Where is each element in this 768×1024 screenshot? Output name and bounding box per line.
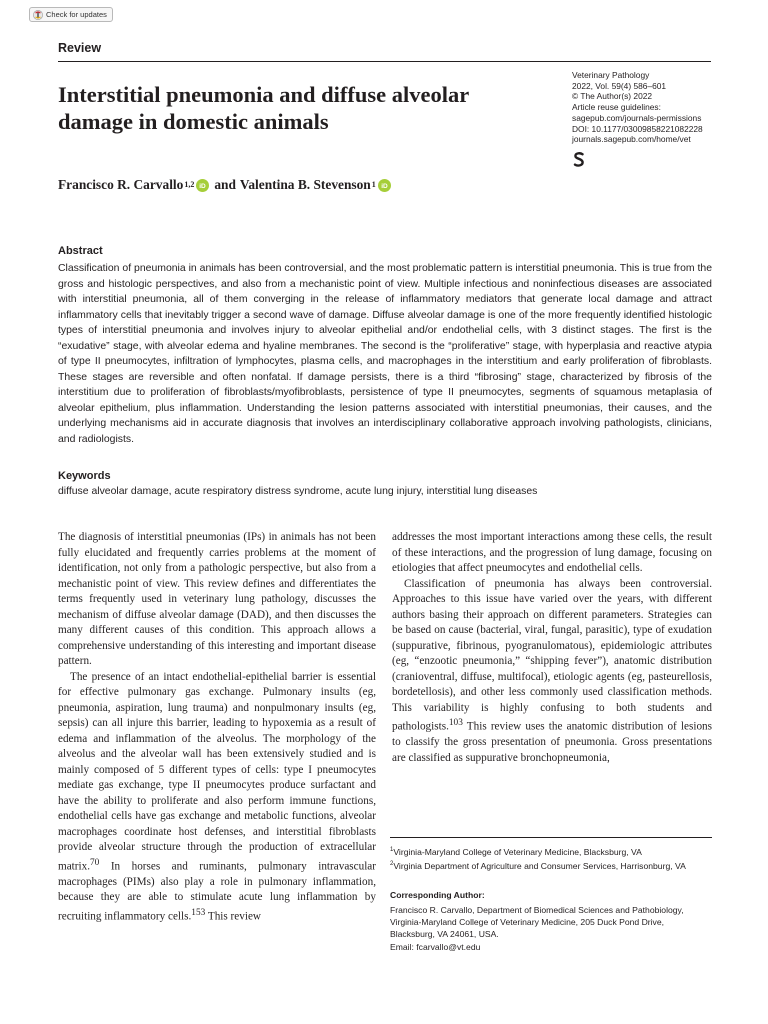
article-type: Review (58, 41, 102, 55)
author-name: Francisco R. Carvallo (58, 177, 184, 192)
author-name: Valentina B. Stevenson (239, 177, 371, 192)
affiliation-item: $^2$Virginia Department of Agriculture and Consumer Services, Harrisonburg, VA (390, 860, 686, 871)
journal-homepage-link[interactable]: journals.sagepub.com/home/vet (572, 134, 691, 145)
footnote-divider (390, 837, 712, 838)
svg-text:iD: iD (199, 182, 207, 190)
citation-ref[interactable]: 153 (191, 907, 206, 918)
author-affiliation-marker: 1 (371, 179, 376, 189)
body-paragraph: addresses the most important interactions among these cells, the result of these interactions, and the progression of lung damage, focusing on etiologies that affect pneumocytes and endothelial cells. (392, 531, 712, 574)
corresponding-line: Francisco R. Carvallo, Department of Biomedical Sciences and Pathobiology, (390, 905, 684, 915)
publication-info (572, 70, 722, 145)
keywords-text: diffuse alveolar damage, acute respiratory distress syndrome, acute lung injury, interstitial lung diseases (58, 486, 538, 497)
corresponding-author-heading: Corresponding Author: (390, 890, 485, 900)
body-paragraph: Classification of pneumonia has always been controversial. Approaches to this issue have varied over the years, with different authors basing their approach on different parameters. Strategies can be based on cause (bacterial, viral, fungal, parasitic), type of exudation (suppurative, fibrinous, pyogranulomatous), epidemiologic attributes (eg, “enzootic pneumonia,” “shipping fever”), anatomic distribution (cranioventral, diffuse, multifocal), etiologic agents (eg, pasteurellosis, bordetellosis), and other less commonly used classification methods. This variability is highly confusing to both students and pathologists.$^{103}$ This review uses the anatomic distribution of lesions to classify the gross presentation of pneumonia. Gross presentations are classified as suppurative bronchopneumonia, (392, 577, 712, 764)
permissions-link[interactable]: sagepub.com/journals-permissions (572, 112, 702, 123)
keywords-heading: Keywords (58, 470, 111, 482)
body-column-left (58, 530, 376, 925)
body-column-right (392, 530, 712, 766)
volume-pages: 2022, Vol. 59(4) 586–601 (572, 80, 667, 91)
article-title: Interstitial pneumonia and diffuse alveolar damage in domestic animals (58, 82, 469, 134)
author-list (58, 177, 396, 193)
citation-ref[interactable]: 103 (448, 718, 463, 728)
orcid-icon[interactable] (378, 179, 391, 192)
affiliations (390, 844, 712, 872)
author-affiliation-marker: 1,2 (184, 179, 195, 189)
check-for-updates-badge[interactable] (29, 7, 113, 22)
svg-text:iD: iD (381, 182, 388, 190)
corresponding-author (390, 904, 712, 953)
journal-name: Veterinary Pathology (572, 70, 650, 80)
affiliation-item: $^1$Virginia-Maryland College of Veterinary Medicine, Blacksburg, VA (390, 846, 642, 857)
doi[interactable]: DOI: 10.1177/03009858221082228 (572, 123, 703, 134)
body-paragraph: The presence of an intact endothelial-epithelial barrier is essential for effective pulmonary gas exchange. Pulmonary insults (eg, pneumonia, aspiration, lung trauma) and nonpulmonary insults (eg, sepsis) can all injure this barrier, leading to hypoxemia as a result of edema and inflammation of the alveolus. The morphology of the alveolus and the alveolar wall has been extensively studied and is mainly composed of 5 different types of cells: type I pneumocytes mediate gas exchange, type II pneumocytes produce surfactant and have the ability to proliferate and also perform immune functions, endothelial cells have gas exchange and metabolic functions, alveolar macrophages coordinate host defenses, and interstitial fibroblasts provide alveolar structure through the production of extracellular matrix.$^{70}$ In horses and ruminants, pulmonary intravascular macrophages (PIMs) also play a role in pulmonary inflammation, because they are able to stimulate acute lung inflammation by recruiting inflammatory cells.$^{153}$ This review (58, 670, 376, 923)
copyright: © The Author(s) 2022 (572, 91, 653, 102)
abstract-text: Classification of pneumonia in animals has been controversial, and the most problematic pattern is interstitial pneumonia. This is true from the gross and histologic perspectives, and also from a mechanistic point of view. Multiple infectious and noninfectious diseases are associated with interstitial pneumonia, all of them converging in the release of inflammatory mediators that generate local damage and attract inflammatory cells that inevitably trigger a second wave of damage. Diffuse alveolar damage is one of the more frequently identified histologic types of interstitial pneumonia and involves injury to alveolar epithelial and/or endothelial cells, with 3 distinct stages. The first is the “exudative” stage, with alveolar edema and hyaline membranes. The second is the “proliferative” stage, with hyperplasia and reactive atypia of type II pneumocytes, infiltration of lymphocytes, plasma cells, and macrophages in the interstitium and early proliferation of fibroblasts. These stages are reversible and often nonfatal. If damage persists, there is a third “fibrosing” stage, characterized by fibrosis of the interstitium due to proliferation of fibroblasts/myofibroblasts, persistence of type II pneumocytes, segments of squamous metaplasia of alveolar epithelium, plus inflammation. Understanding the lesion patterns associated with interstitial pneumonias, their causes, and the underlying mechanisms aid in accurate diagnosis that involves an interdisciplinary collaborative approach involving pathologists, clinicians, and radiologists. (58, 263, 712, 445)
citation-ref[interactable]: 70 (90, 857, 100, 868)
author-connector: and (214, 177, 236, 192)
corresponding-line: Blacksburg, VA 24061, USA. (390, 929, 499, 940)
corresponding-email[interactable]: Email: fcarvallo@vt.edu (390, 941, 481, 952)
reuse-label: Article reuse guidelines: (572, 102, 661, 113)
orcid-icon[interactable] (196, 179, 209, 192)
sage-logo-icon (573, 152, 585, 167)
update-check-icon (33, 10, 43, 20)
check-for-updates-label: Check for updates (46, 10, 107, 19)
corresponding-line: Virginia-Maryland College of Veterinary Medicine, 205 Duck Pond Drive, (390, 917, 665, 928)
header-divider (58, 61, 711, 62)
abstract-heading: Abstract (58, 245, 103, 257)
body-paragraph: The diagnosis of interstitial pneumonias (IPs) in animals has not been fully elucidated and frequently carries problems at the moment of identification, not only from a pathologic perspective, but also from a mechanistic point of view. This review defines and differentiates the terms frequently used in veterinary lung pathology, discusses the mechanism of diffuse alveolar damage (DAD), and then discusses the many different causes of this condition. This approach allows a comprehensive understanding of this interesting and important disease pattern. (58, 531, 376, 667)
